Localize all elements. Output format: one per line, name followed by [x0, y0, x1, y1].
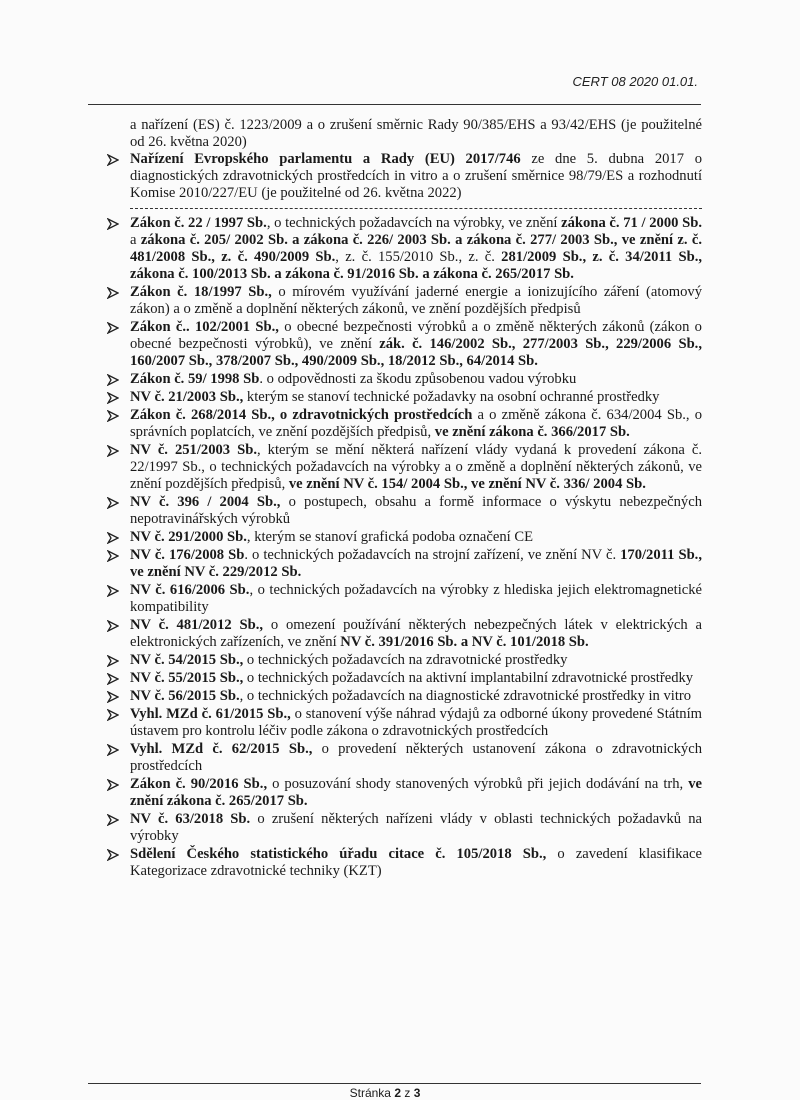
- arrowhead-bullet-icon: [107, 547, 119, 567]
- arrowhead-bullet-icon: [107, 371, 119, 391]
- bold-citation: NV č. 251/2003 Sb.: [130, 442, 257, 458]
- item-text: o technických požadavcích na zdravotnické prostředky: [243, 652, 568, 668]
- bold-citation: NV č. 21/2003 Sb.,: [130, 389, 244, 405]
- list-item: [106, 670, 702, 687]
- item-text: , o technických požadavcích na výrobky, ve znění: [266, 215, 562, 231]
- item-text: , kterým se stanoví grafická podoba označení CE: [246, 529, 534, 545]
- arrowhead-bullet-icon: [107, 319, 119, 339]
- list-item: [106, 319, 702, 370]
- bold-citation: NV č. 54/2015 Sb.,: [130, 652, 244, 668]
- dashed-separator: [130, 208, 702, 209]
- bold-citation: NV č. 56/2015 Sb.: [130, 688, 240, 704]
- list-item: [106, 215, 702, 283]
- list-item: [106, 407, 702, 441]
- list-item: [106, 582, 702, 616]
- list-item: [106, 776, 702, 810]
- item-text: o stanovení výše náhrad výdajů za odborné úkony provedené Státním ústavem pro kontrolu léčiv podle zákona o zdravotnických prostředcích: [130, 706, 702, 739]
- bold-citation: 281/2009 Sb., z. č. 34/2011 Sb., zákona č. 100/2013 Sb. a zákona č. 91/2016 Sb. a zákona č. 265/2017 Sb.: [130, 249, 702, 282]
- list-item: [106, 652, 702, 669]
- legislation-items: [106, 215, 702, 880]
- list-item: [106, 811, 702, 845]
- bold-citation: Zákon č. 22 / 1997 Sb.: [130, 215, 267, 231]
- page-label: Stránka: [349, 1086, 391, 1100]
- bold-citation: ve znění zákona č. 366/2017 Sb.: [434, 424, 630, 440]
- item-text: o provedení některých ustanovení zákona o zdravotnických prostředcích: [130, 741, 702, 774]
- header-rule: [88, 104, 701, 105]
- arrowhead-bullet-icon: [107, 215, 119, 235]
- bold-citation: Zákon č. 18/1997 Sb.,: [130, 284, 272, 300]
- item-text: o postupech, obsahu a formě informace o výskytu nebezpečných nepotravinářských výrobků: [130, 494, 702, 527]
- item-text: ze dne 5. dubna 2017 o diagnostických zdravotnických prostředcích in vitro a o zrušení směrnice 98/79/ES a rozhodnutí Komise 2010/227/EU (je použitelné od 26. května 2022): [130, 151, 703, 201]
- bold-citation: NV č. 63/2018 Sb.: [130, 811, 251, 827]
- arrowhead-bullet-icon: [107, 652, 119, 672]
- item-text: . o technických požadavcích na strojní zařízení, ve znění NV č.: [244, 547, 621, 563]
- item-text: o posuzování shody stanovených výrobků při jejich dodávání na trh,: [267, 776, 689, 792]
- regulation-list: [106, 117, 702, 881]
- list-item: [106, 284, 702, 318]
- item-text: a o změně zákona č. 634/2004 Sb., o správních poplatcích, ve znění pozdějších předpisů,: [130, 407, 702, 440]
- bold-citation: NV č. 55/2015 Sb.,: [130, 670, 244, 686]
- arrowhead-bullet-icon: [107, 407, 119, 427]
- bold-citation: Zákon č. 59/ 1998 Sb: [130, 371, 260, 387]
- item-text: , kterým se mění některá nařízení vlády vydaná k provedení zákona č. 22/1997 Sb., o technických požadavcích na výrobky a o změně a doplnění některých zákonů, ve znění pozdějších předpisů,: [130, 442, 702, 492]
- page-number: [0, 1086, 770, 1100]
- bold-citation: Sdělení Českého statistického úřadu citace č. 105/2018 Sb.,: [130, 846, 547, 862]
- list-item: [106, 617, 702, 651]
- list-item: [106, 494, 702, 528]
- arrowhead-bullet-icon: [107, 741, 119, 761]
- bold-citation: NV č. 291/2000 Sb.: [130, 529, 247, 545]
- arrowhead-bullet-icon: [107, 706, 119, 726]
- item-text: , o technických požadavcích na diagnostické zdravotnické prostředky in vitro: [239, 688, 692, 704]
- page-sep: z: [404, 1086, 411, 1100]
- arrowhead-bullet-icon: [107, 811, 119, 831]
- bold-citation: zákona č. 71 / 2000 Sb.: [561, 215, 702, 231]
- bold-citation: NV č. 396 / 2004 Sb.,: [130, 494, 281, 510]
- item-text: o mírovém využívání jaderné energie a ionizujícího záření (atomový zákon) a o změně a doplnění některých zákonů, ve znění pozdějších předpisů: [130, 284, 702, 317]
- arrowhead-bullet-icon: [107, 389, 119, 409]
- item-text: o technických požadavcích na aktivní implantabilní zdravotnické prostředky: [243, 670, 694, 686]
- item-text: , z. č. 155/2010 Sb., z. č.: [335, 249, 502, 265]
- item-text: , o technických požadavcích na výrobky z hlediska jejich elektromagnetické kompatibility: [130, 582, 703, 615]
- bold-citation: zákona č. 205/ 2002 Sb. a zákona č. 226/ 2003 Sb. a zákona č. 277/ 2003 Sb., ve znění z. č. 481/2008 Sb., z. č. 490/2009 Sb.: [130, 232, 702, 265]
- bold-citation: NV č. 391/2016 Sb. a NV č. 101/2018 Sb.: [340, 634, 589, 650]
- list-item: [106, 529, 702, 546]
- list-item: [106, 442, 702, 493]
- bold-citation: Zákon č. 90/2016 Sb.,: [130, 776, 268, 792]
- bold-citation: Nařízení Evropského parlamentu a Rady (EU) 2017/746: [130, 151, 521, 167]
- bold-citation: Zákon č.. 102/2001 Sb.,: [130, 319, 279, 335]
- footer-rule: [88, 1083, 701, 1084]
- list-item: [106, 846, 702, 880]
- arrowhead-bullet-icon: [107, 582, 119, 602]
- item-text: o obecné bezpečnosti výrobků a o změně některých zákonů (zákon o obecné bezpečnosti výrobků), ve znění: [130, 319, 702, 352]
- bold-citation: ve znění zákona č. 265/2017 Sb.: [130, 776, 702, 809]
- bold-citation: zák. č. 146/2002 Sb., 277/2003 Sb., 229/2006 Sb., 160/2007 Sb., 378/2007 Sb., 490/2009 Sb., 18/2012 Sb., 64/2014 Sb.: [130, 336, 702, 369]
- item-text: . o odpovědnosti za škodu způsobenou vadou výrobku: [259, 371, 577, 387]
- list-item: [106, 151, 702, 202]
- list-item: [106, 389, 702, 406]
- item-text: o zavedení klasifikace Kategorizace zdravotnické techniky (KZT): [130, 846, 702, 879]
- arrowhead-bullet-icon: [107, 670, 119, 690]
- arrowhead-bullet-icon: [107, 529, 119, 549]
- items-before-separator: [106, 151, 702, 202]
- bold-citation: 170/2011 Sb., ve znění NV č. 229/2012 Sb.: [130, 547, 702, 580]
- page-current: 2: [394, 1086, 401, 1100]
- arrowhead-bullet-icon: [107, 846, 119, 866]
- arrowhead-bullet-icon: [107, 688, 119, 708]
- document-code: CERT 08 2020 01.01.: [572, 74, 698, 89]
- item-text: a: [130, 232, 141, 248]
- list-item: [106, 706, 702, 740]
- bold-citation: Zákon č. 268/2014 Sb., o zdravotnických prostředcích: [130, 407, 473, 423]
- bold-citation: ve znění NV č. 154/ 2004 Sb., ve znění NV č. 336/ 2004 Sb.: [288, 476, 646, 492]
- continued-text: a nařízení (ES) č. 1223/2009 a o zrušení směrnic Rady 90/385/EHS a 93/42/EHS (je použitelné od 26. května 2020): [130, 117, 702, 150]
- page-total: 3: [413, 1086, 421, 1100]
- item-text: kterým se stanoví technické požadavky na osobní ochranné prostředky: [243, 389, 660, 405]
- item-text: o zrušení některých nařízeni vlády v oblasti technických požadavků na výrobky: [130, 811, 703, 844]
- arrowhead-bullet-icon: [107, 494, 119, 514]
- bold-citation: NV č. 481/2012 Sb.,: [130, 617, 264, 633]
- arrowhead-bullet-icon: [107, 617, 119, 637]
- bold-citation: NV č. 616/2006 Sb.: [130, 582, 250, 598]
- bold-citation: NV č. 176/2008 Sb: [130, 547, 245, 563]
- bold-citation: Vyhl. MZd č. 61/2015 Sb.,: [130, 706, 291, 722]
- arrowhead-bullet-icon: [107, 151, 119, 171]
- bold-citation: Vyhl. MZd č. 62/2015 Sb.,: [130, 741, 313, 757]
- list-item: [106, 741, 702, 775]
- item-text: o omezení používání některých nebezpečných látek v elektrických a elektronických zařízeních, ve znění: [130, 617, 702, 650]
- list-item: [106, 688, 702, 705]
- arrowhead-bullet-icon: [107, 284, 119, 304]
- list-item: [106, 547, 702, 581]
- arrowhead-bullet-icon: [107, 442, 119, 462]
- arrowhead-bullet-icon: [107, 776, 119, 796]
- list-item: [106, 371, 702, 388]
